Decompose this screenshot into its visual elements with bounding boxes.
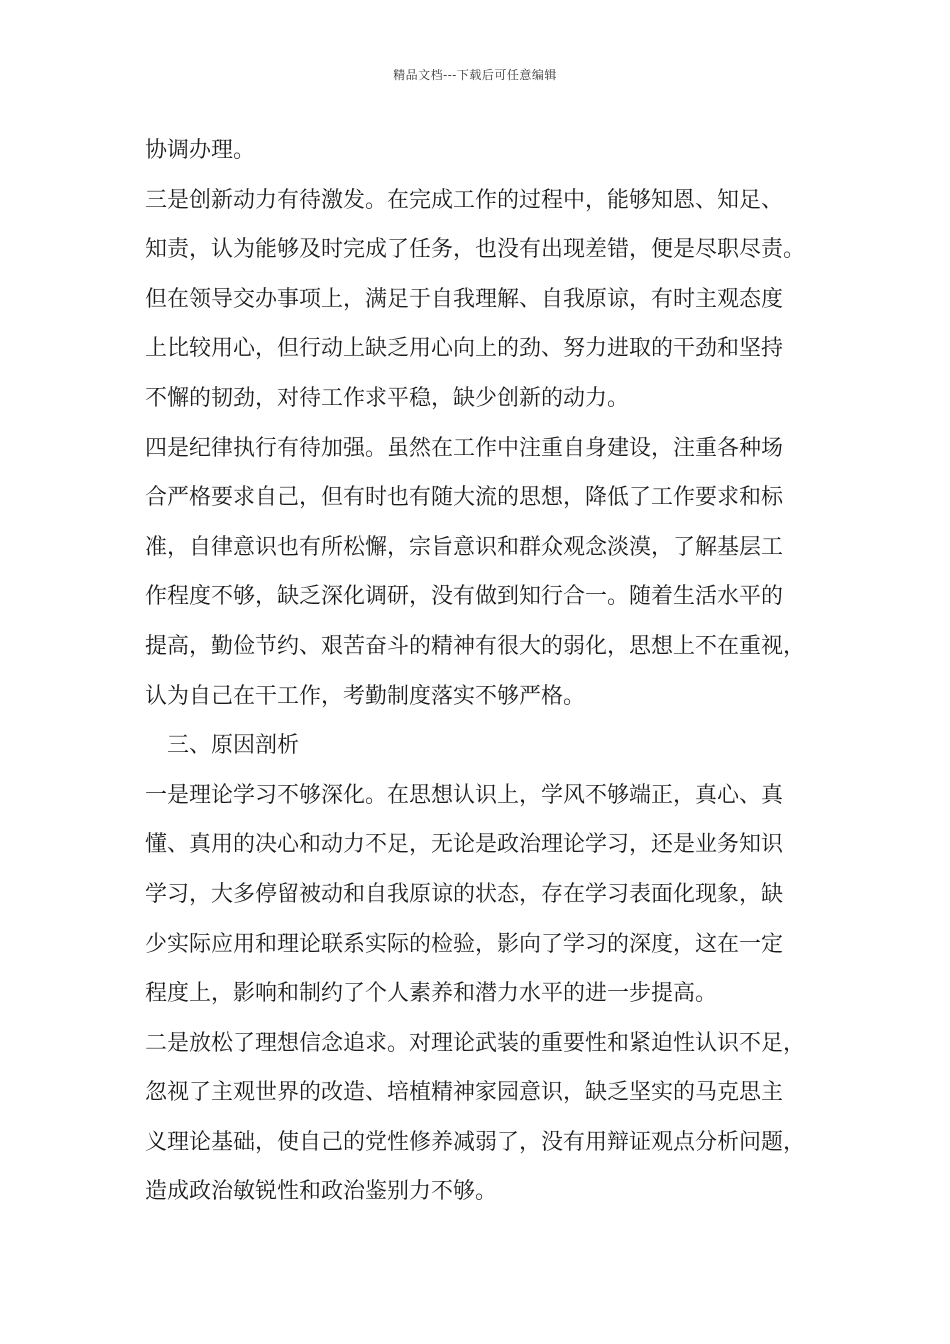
text-line: 准，自律意识也有所松懈，宗旨意识和群众观念淡漠，了解基层工 <box>145 534 784 560</box>
text-line: 认为自己在干工作，考勤制度落实不够严格。 <box>145 683 586 709</box>
text-line: 协调办理。 <box>145 138 256 163</box>
document-body <box>145 131 825 1222</box>
text-line: 学习，大多停留被动和自我原谅的状态，存在学习表面化现象，缺 <box>145 881 784 907</box>
text-line: 忽视了主观世界的改造、培植精神家园意识，缺乏坚实的马克思主 <box>145 1080 784 1106</box>
text-line: 三是创新动力有待激发。在完成工作的过程中，能够知恩、知足、 <box>145 187 784 213</box>
text-line: 上比较用心，但行动上缺乏用心向上的劲、努力进取的干劲和坚持 <box>145 336 784 362</box>
text-line: 作程度不够，缺乏深化调研，没有做到知行合一。随着生活水平的 <box>145 584 784 610</box>
text-line: 四是纪律执行有待加强。虽然在工作中注重自身建设，注重各种场 <box>145 435 784 461</box>
section-heading: 三、原因剖析 <box>167 733 300 759</box>
text-line: 不懈的韧劲，对待工作求平稳，缺少创新的动力。 <box>145 385 630 411</box>
text-line: 程度上，影响和制约了个人素养和潜力水平的进一步提高。 <box>145 981 718 1007</box>
text-line: 提高，勤俭节约、艰苦奋斗的精神有很大的弱化，思想上不在重视， <box>145 633 806 659</box>
text-line: 但在领导交办事项上，满足于自我理解、自我原谅，有时主观态度 <box>145 286 784 312</box>
text-line: 义理论基础，使自己的党性修养减弱了，没有用辩证观点分析问题， <box>145 1129 806 1155</box>
page-header: 精品文档---下载后可任意编辑 <box>393 68 557 82</box>
text-line: 知责，认为能够及时完成了任务，也没有出现差错，便是尽职尽责。 <box>145 237 806 263</box>
text-line: 一是理论学习不够深化。在思想认识上，学风不够端正，真心、真 <box>145 782 784 808</box>
text-line: 少实际应用和理论联系实际的检验，影向了学习的深度，这在一定 <box>145 931 784 957</box>
text-line: 合严格要求自己，但有时也有随大流的思想，降低了工作要求和标 <box>145 485 784 511</box>
text-line: 造成政治敏锐性和政治鉴别力不够。 <box>145 1179 498 1205</box>
text-line: 懂、真用的决心和动力不足，无论是政治理论学习，还是业务知识 <box>145 832 784 858</box>
text-line: 二是放松了理想信念追求。对理论武装的重要性和紧迫性认识不足， <box>145 1030 806 1056</box>
